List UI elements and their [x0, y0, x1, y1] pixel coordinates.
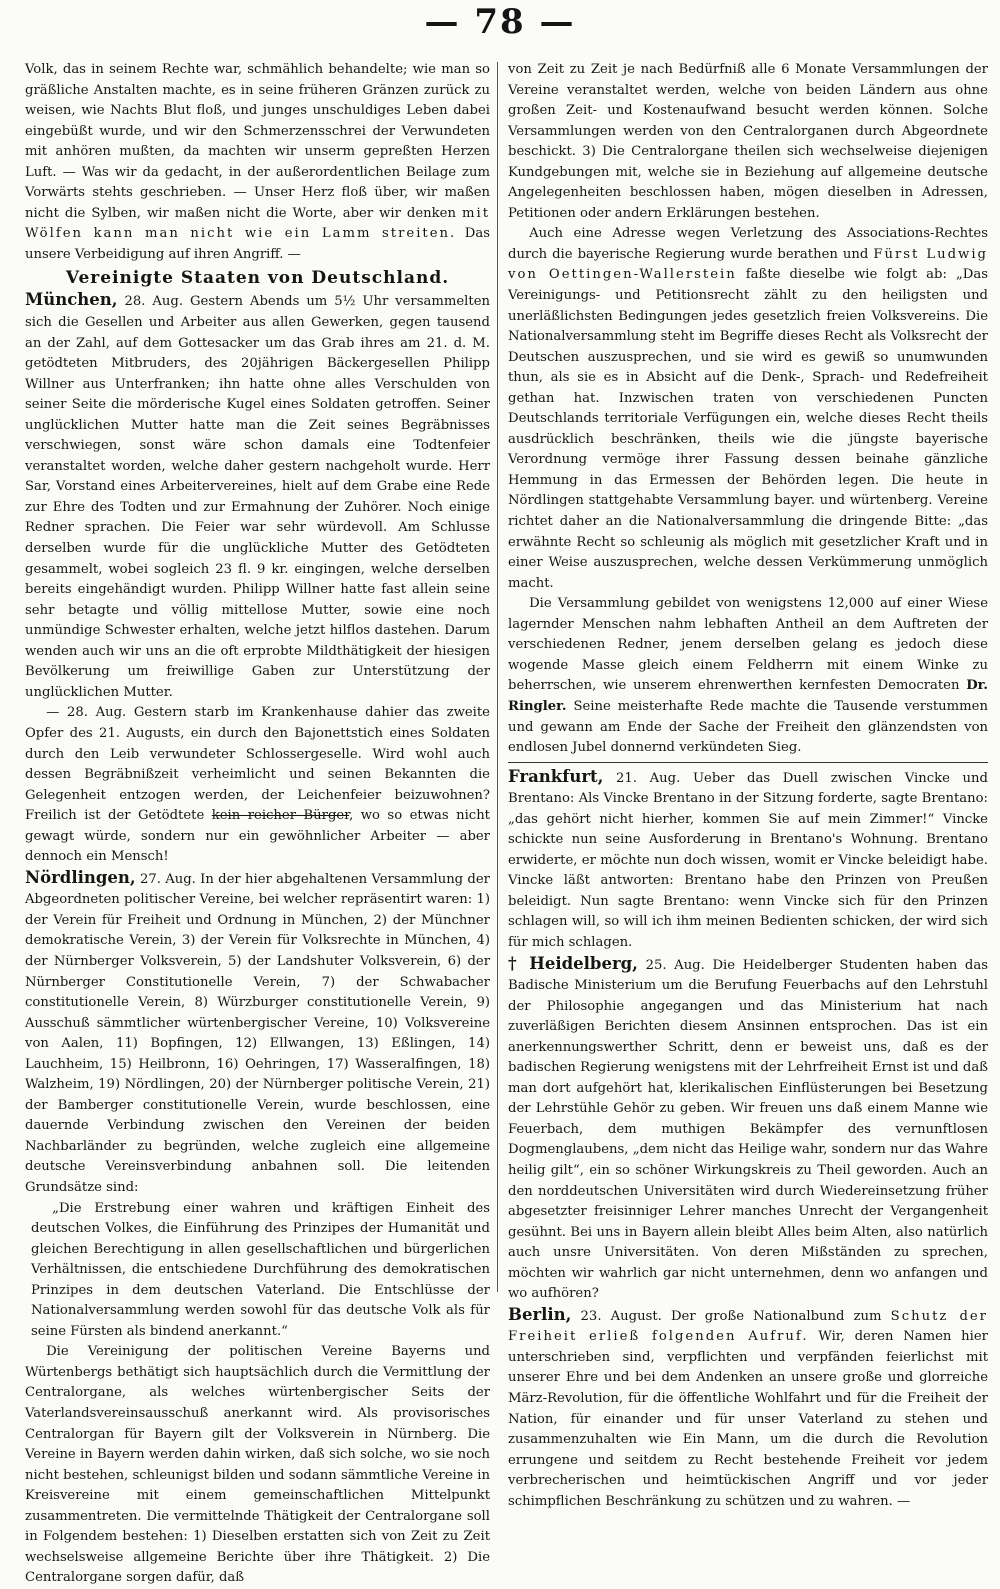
principles-quote: „Die Erstrebung einer wahren und kräftigen Einheit des deutschen Volkes, die Einführung des Prinzipes der Humanität und gleichen Berechtigung in allen gesellschaftlichen und bürgerlichen Verhältnissen, die entschiedene Durchführung des demokratischen Prinzipes in dem deutschen Vaterland. Die Entschlüsse der Nationalversammlung werden sowohl für das deutsche Volk als für seine Fürsten als bindend anerkannt.“ [31, 1200, 490, 1339]
spaced-name: Fürst Ludwig von Oettingen-Wallerstein [508, 246, 988, 283]
article-continuation [25, 60, 490, 265]
dateline-place: † Heidelberg, [508, 953, 638, 973]
report-text: Gestern Abends um 5½ Uhr versammelten sich die Gesellen und Arbeiter aus allen Gewerken, gegen tausend an der Zahl, auf dem Gottesacker um das Grab ihres am 21. d. M. getödteten Mitbruders, des 20jährigen Bäckergesellen Philipp Willner aus Unterfranken; ihn hatte ohne alles Verschulden von seiner Seite die mörderische Kugel eines Soldaten getroffen. Seiner unglücklichen Mutter hatte man die Zeit seines Begräbnisses verschwiegen, sonst wäre schon damals eine Todtenfeier veranstaltet worden, welche daher gestern nachgeholt wurde. Herr Sar, Vorstand eines Arbeitervereines, hielt auf dem Grabe eine Rede zur Ehre des Todten und zur Ermahnung der Zuhörer. Noch einige Redner sprachen. Die Feier war sehr würdevoll. Am Schlusse derselben wurde für die unglückliche Mutter des Getödteten gesammelt, wobei sogleich 23 fl. 9 kr. eingingen, welche derselben bereits eingehändigt wurden. Philipp Willner hatte fast allein seine sehr betagte und völlig mittellose Mutter, sowie eine noch unmündige Schwester erhalten, welche jetzt hilflos dastehen. Darum wenden auch wir uns an die oft erprobte Mildthätigkeit der hiesigen Bevölkerung um freiwillige Gaben zur Unterstützung der unglücklichen Mutter. [25, 294, 490, 700]
noerdlingen-report [25, 868, 490, 1199]
frankfurt-report [508, 767, 988, 954]
dateline-place: Nördlingen, [25, 867, 136, 887]
heidelberg-report [508, 954, 988, 1305]
report-text: Der große Nationalbund zum [670, 1308, 882, 1324]
report-text: faßte dieselbe wie folgt ab: „Das Vereinigungs- und Petitionsrecht zählt zu den heiligsten und unerläßlichsten Bedingungen jedes gesetzlich freien Volksvereins. Die Nationalversammlung steht im Begriffe dieses Recht als Volksrecht der Deutschen auszusprechen, und sie wird es gewiß so unumwunden thun, als sie es in Absicht auf die Denk-, Sprach- und Redefreiheit gethan hat. Inzwischen traten von verschiedenen Puncten Deutschlands territoriale Verfügungen ein, welche dieses Recht theils ausdrücklich beschränken, theils wie die jüngste bayerische Verordnung vermöge ihrer Fassung dessen beinahe gänzliche Hemmung in das Ermessen der Behörden legen. Die heute in Nördlingen stattgehabte Versammlung bayer. und würtenberg. Vereine richtet daher an die Nationalversammlung die dringende Bitte: „das erwähnte Recht so schleunig als möglich mit gesetzlicher Kraft und in einer Weise auszusprechen, welche dessen Verkümmerung unmöglich macht. [508, 267, 988, 591]
continuation-text: Volk, das in seinem Rechte war, schmählich behandelte; wie man so gräßliche Anstalten machte, es in seine früheren Gränzen zurück zu weisen, wie Nachts Blut floß, und junges unschuldiges Leben dabei eingebüßt wurde, und wir den Schmerzensschrei der Verwundeten mit anhören mußten, da machten wir unserm gepreßten Herzen Luft. — Was wir da gedacht, in der außerordentlichen Beilage zum Vorwärts stehts geschrieben. — Unser Herz floß über, wir maßen nicht die Sylben, wir maßen nicht die Worte, aber wir denken [25, 62, 490, 221]
column-divider [497, 62, 498, 1292]
report-text: In der hier abgehaltenen Versammlung der Abgeordneten politischer Vereine, bei welcher repräsentirt waren: 1) der Verein für Freiheit und Ordnung in München, 2) der Münchner demokratische Verein, 3) der Verein für Volksrechte in München, 4) der Nürnberger Volksverein, 5) der Landshuter Volksverein, 6) der Nürnberger Constitutionelle Verein, 7) der Schwabacher constitutionelle Verein, 8) Würzburger constitutionelle Verein, 9) Ausschuß sämmtlicher würtenbergischer Vereine, 10) Volksvereine von Aalen, 11) Bopfingen, 12) Ellwangen, 13) Eßlingen, 14) Lauchheim, 15) Heilbronn, 16) Oehringen, 17) Wasseralfingen, 18) Walzheim, 19) Nördlingen, 20) der Nürnberger politische Verein, 21) der Bamberger constitutionelle Verein, wurde beschlossen, eine dauernde Verbindung zwischen den Vereinen der beiden Nachbarländer zu begründen, welche zugleich eine allgemeine deutsche Vereinsverbindung anbahnen soll. Die leitenden Grundsätze sind: [25, 871, 490, 1195]
spaced-emphasis: Schutz der Freiheit erließ folgenden Aufruf. [508, 1308, 988, 1345]
noerdlingen-continuation: von Zeit zu Zeit je nach Bedürfniß alle 6 Monate Versammlungen der Vereine veranstaltet werden, welche von beiden Ländern aus ohne großen Zeit- und Kostenaufwand besucht werden können. Solche Versammlungen werden von den Centralorganen durch Abgeordnete beschickt. 3) Die Centralorgane theilen sich wechselweise diejenigen Kundgebungen mit, welche sie in Beziehung auf allgemeine deutsche Angelegenheiten beschlossen haben, mögen dieselben in Adressen, Petitionen oder andern Erklärungen bestehen. [508, 62, 988, 221]
dateline-place: Frankfurt, [508, 766, 604, 786]
address-paragraph [508, 224, 988, 594]
bold-name: Dr. Ringler. [508, 678, 988, 714]
separator-rule [508, 762, 988, 763]
muenchen-report [25, 290, 490, 703]
report-text: Wir, deren Namen hier unterschrieben sind, verpflichten und verpfänden feierlichst mit unserer Ehre und bei dem Andenken an unsere große und glorreiche März-Revolution, für die öffentliche Wohlfahrt und für die Freiheit der Nation, für einander und für unser Vaterland zu stehen und zusammenzuhalten wie Ein Mann, um die durch die Revolution errungene und seitdem zu Recht bestehende Freiheit vor jedem verbrecherischen und heimtückischen Angriff und vor jeder schimpflichen Beschränkung zu schützen und zu wahren. — [508, 1329, 988, 1509]
continuation-end: Das unsere Verbeidigung auf ihren Angriff. — [25, 226, 490, 262]
dateline-date: 25. Aug. [645, 957, 705, 973]
dateline-place: München, [25, 290, 118, 310]
berlin-report [508, 1305, 988, 1512]
assembly-paragraph [508, 594, 988, 758]
right-column [508, 60, 988, 1509]
report-text: Seine meisterhafte Rede machte die Tausende verstummen und gewann am Ende der Sache der Freiheit den glänzendsten von endlosen Jubel donnernd verkündeten Sieg. [508, 698, 988, 756]
dateline-date: 21. Aug. [616, 770, 681, 786]
report-text: Auch eine Adresse wegen Verletzung des Associations-Rechtes durch die bayerische Regierung wurde berathen und [508, 226, 988, 262]
report-text-end: , wo so etwas nicht gewagt würde, sondern nur ein gewöhnlicher Arbeiter — aber dennoch ein Mensch! [25, 808, 490, 865]
page-number: — 78 — [424, 2, 576, 42]
left-column [25, 60, 490, 1586]
dateline-place: Berlin, [508, 1304, 572, 1324]
muenchen-report-2 [25, 703, 490, 867]
report-text: Die Heidelberger Studenten haben das Badische Ministerium um die Berufung Feuerbachs auf den Lehrstuhl der Philosophie angegangen und das Ministerium hat nach zuverläßigen Berichten diesem Ansinnen entsprochen. Das ist ein anerkennungswerther Schritt, denn er beweist uns, daß es der badischen Regierung wenigstens mit der Lehrfreiheit Ernst ist und daß man dort aufgehört hat, klerikalischen Einflüsterungen bei Besetzung der Lehrstühle Gehör zu geben. Wir freuen uns daß einem Manne wie Feuerbach, dem muthigen Bekämpfer des vernunftlosen Dogmenglaubens, „dem nicht das Heilige wahr, sondern nur das Wahre heilig gilt“, ein so schöner Wirkungskreis zu Theil geworden. Auch an den norddeutschen Universitäten wird durch Wiedereinsetzung früher abgesetzter freisinniger Lehrer manches Unrecht der Vergangenheit gesühnt. Bei uns in Bayern allein bleibt Alles beim Alten, also natürlich auch unsre Universitäten. Von deren Mißständen zu sprechen, möchten wir wahrlich gar nicht unternehmen, denn wo anfangen und wo aufhören? [508, 957, 988, 1302]
noerdlingen-report-2: Die Vereinigung der politischen Vereine Bayerns und Würtenbergs bethätigt sich hauptsächlich durch die Vermittlung der Centralorgane, als welches würtenbergischer Seits der Vaterlandsvereinsausschuß anerkannt wird. Als provisorisches Centralorgan für Bayern gilt der Volksverein in Nürnberg. Die Vereine in Bayern werden dahin wirken, daß sich solche, wo sie noch nicht bestehen, schleunigst bilden und sodann sämmtliche Vereine in Kreisvereine mit einem gemeinschaftlichen Mittelpunkt zusammentreten. Die vermittelnde Thätigkeit der Centralorgane soll in Folgendem bestehen: 1) Dieselben erstatten sich von Zeit zu Zeit wechselsweise allgemeine Berichte über ihre Thätigkeit. 2) Die Centralorgane sorgen dafür, daß [25, 1344, 490, 1586]
report-text: — 28. Aug. Gestern starb im Krankenhause dahier das zweite Opfer des 21. Augusts, ein durch den Bajonettstich eines Soldaten durch den Leib verwundeter Schlossergeselle. Wird wohl auch dessen Begräbnißzeit verheimlicht und seinen Bekannten die Gelegenheit entzogen werden, der Leichenfeier beizuwohnen? Freilich ist der Getödtete [25, 705, 490, 824]
report-text: Die Versammlung gebildet von wenigstens 12,000 auf einer Wiese lagernder Menschen nahm lebhaften Antheil an dem Auftreten der verschiedenen Redner, jenem derselben gelang es jedoch diese wogende Masse gleich einem Feldherrn mit einem Winke zu beherrschen, wie unserem ehrenwerthen kernfesten Democraten [508, 596, 988, 694]
dateline-date: 28. Aug. [124, 294, 184, 310]
dateline-date: 27. Aug. [139, 871, 196, 887]
dateline-date: 23. August. [580, 1308, 662, 1324]
spaced-emphasis: mit Wölfen kann man nicht wie ein Lamm streiten. [25, 205, 490, 242]
report-text: Ueber das Duell zwischen Vincke und Brentano: Als Vincke Brentano in der Sitzung forderte, sagte Brentano: „das gehört nicht hierher, kommen Sie auf mein Zimmer!“ Vincke schickte nun seine Ausforderung in Brentano's Wohnung. Brentano erwiderte, er möchte nun doch wissen, womit er Vincke beleidigt habe. Vincke läßt antworten: Brentano habe den Prinzen von Preußen beleidigt. Nun sagte Brentano: wenn Vincke sich für den Prinzen schlagen will, so will ich ihm meinen Bedienten schicken, der wird sich für mich schlagen. [508, 770, 988, 950]
struck-text: kein reicher Bürger [211, 808, 350, 824]
section-heading: Vereinigte Staaten von Deutschland. [65, 268, 450, 289]
